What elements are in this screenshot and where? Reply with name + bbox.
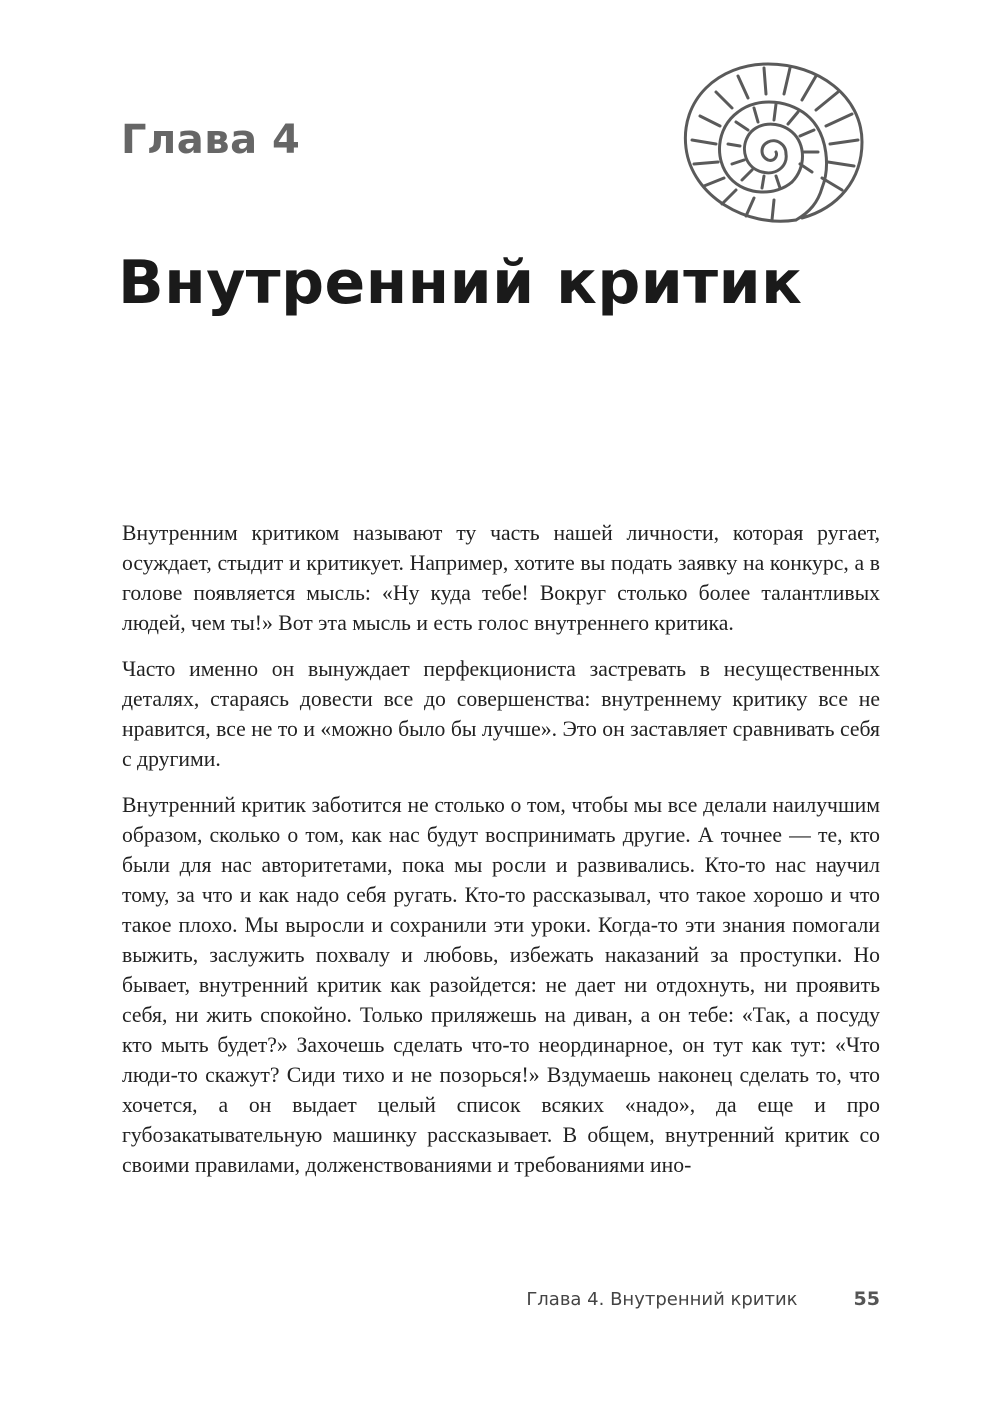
paragraph: Внутренним критиком называют ту часть нашей личности, которая ругает, осуждает, стыдит и критикует. Например, хотите вы подать заявку на конкурс, а в голове появляется мысль: «Ну куда тебе! Вокруг столько более талантливых людей, чем ты!» Вот эта мысль и есть голос внутреннего критика. [122,521,880,635]
paragraph: Внутренний критик заботится не столько о том, чтобы мы все делали наилучшим образом, сколько о том, как нас будут воспринимать другие. А точнее — те, кто были для нас авторитетами, пока мы росли и развивались. Кто-то нас научил тому, за что и как надо себя ругать. Кто-то рассказывал, что такое хорошо и что такое плохо. Мы выросли и сохранили эти уроки. Когда-то эти знания помогали выжить, заслужить похвалу и любовь, избежать наказаний за проступки. Но бывает, внутренний критик как разойдется: не дает ни отдохнуть, ни проявить себя, ни жить спокойно. Только приляжешь на диван, а он тебе: «Так, а посуду кто мыть будет?» Захочешь сделать что-то неординарное, он тут как тут: «Что люди-то скажут? Сиди тихо и не позорься!» Вздумаешь наконец сделать то, что хочется, а он выдает целый список всяких «надо», да еще и про губозакатывательную машинку рассказывает. В общем, внутренний критик со своими правилами, долженствованиями и требованиями ино- [122,793,880,1177]
chapter-label: Глава 4 [121,117,301,163]
page-footer [400,1283,880,1315]
page-number: 55 [853,1288,880,1310]
body-text [122,518,880,1196]
chapter-title: Внутренний критик [118,248,803,318]
ammonite-shell-icon [676,56,872,228]
paragraph: Часто именно он вынуждает перфекциониста застревать в несущественных деталях, стараясь довести все до совершенства: внутреннему критику все не нравится, все не то и «можно было бы лучше». Это он заставляет сравнивать себя с другими. [122,657,880,771]
running-title: Глава 4. Внутренний критик [526,1288,798,1310]
